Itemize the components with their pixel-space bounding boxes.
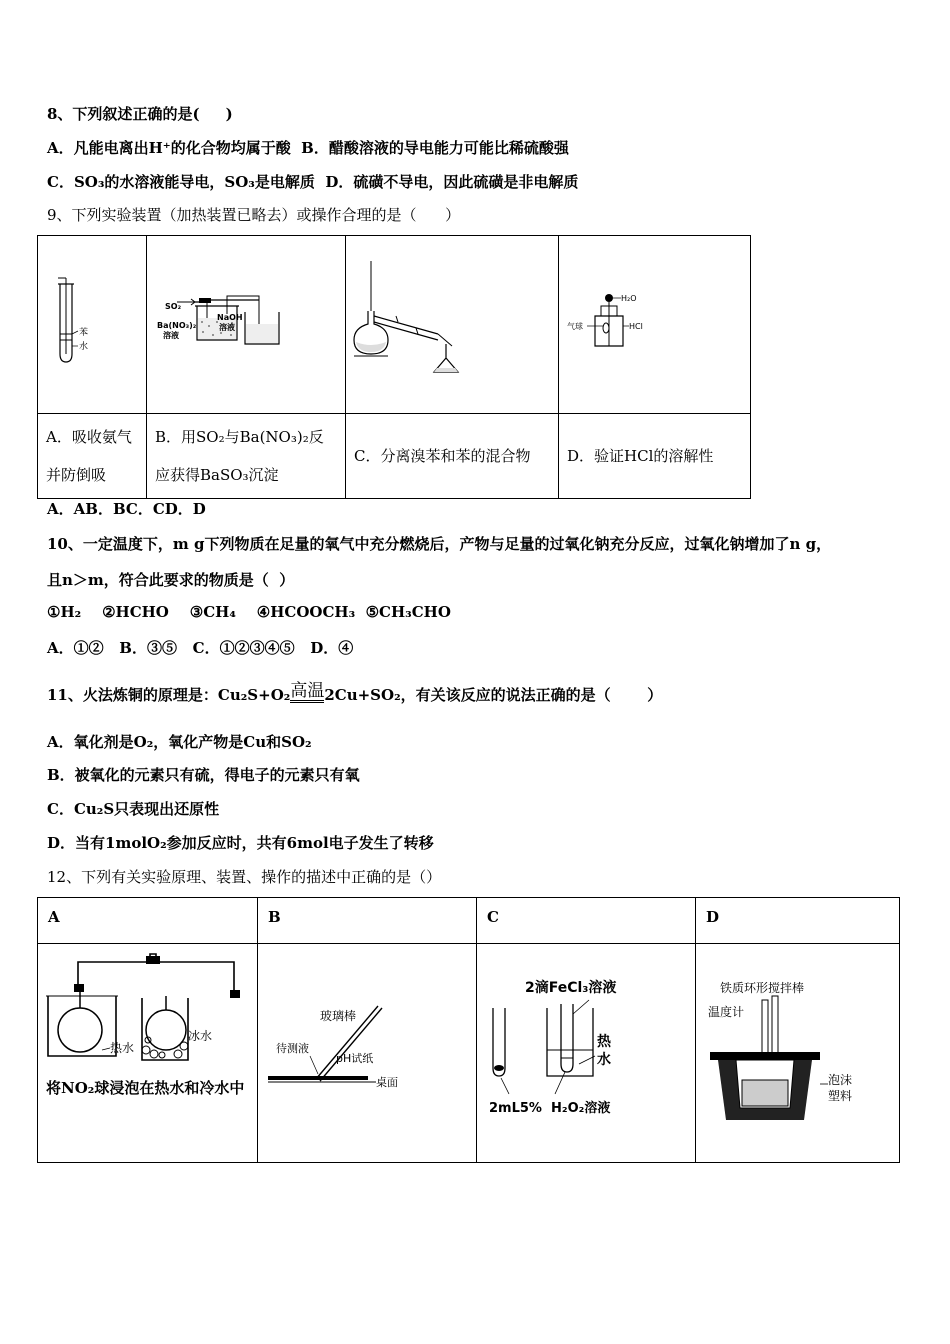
h2o-label: H₂O <box>621 294 637 303</box>
distillation-figure <box>346 236 558 409</box>
q12-stem: 12、下列有关实验原理、装置、操作的描述中正确的是（） <box>47 868 442 886</box>
hot-label-2: 水 <box>597 1052 611 1068</box>
fecl3-label: 2滴FeCl₃溶液 <box>525 980 617 996</box>
q9-figure-b <box>147 236 346 414</box>
q12-header-a: A <box>38 898 258 944</box>
q9-figure-d <box>559 236 751 414</box>
q9-caption-c: C．分离溴苯和苯的混合物 <box>346 414 559 499</box>
desk-label: 桌面 <box>376 1076 398 1089</box>
hcl-label: HCl <box>629 322 643 331</box>
foam-label-1: 泡沫 <box>828 1073 853 1087</box>
q8-stem: 8、下列叙述正确的是( ) <box>47 105 233 123</box>
test-liquid-label: 待测液 <box>276 1042 309 1055</box>
q10-options: A．①② B．③⑤ C．①②③④⑤ D．④ <box>47 639 354 657</box>
q8-options-ab: A．凡能电离出H⁺的化合物均属于酸 B．醋酸溶液的导电能力可能比稀硫酸强 <box>47 139 569 157</box>
hot-water-label: 热水 <box>110 1041 135 1055</box>
foam-label-2: 塑料 <box>828 1089 853 1103</box>
q11-option-c: C．Cu₂S只表现出还原性 <box>47 800 220 818</box>
q10-stem-line2: 且n＞m，符合此要求的物质是（ ） <box>47 571 295 589</box>
q12-cell-b <box>258 944 477 1163</box>
q12-header-d: D <box>696 898 900 944</box>
thermometer-label: 温度计 <box>708 1005 745 1019</box>
q10-stem-line1: 10、一定温度下，m g下列物质在足量的氧气中充分燃烧后，产物与足量的过氧化钠充分反应，过氧化钠增加了n g， <box>47 535 832 553</box>
gas-washing-figure <box>147 236 345 409</box>
q11-stem <box>47 681 663 707</box>
h2o2-label: 2mL5% H₂O₂溶液 <box>489 1101 611 1116</box>
glass-rod-label: 玻璃棒 <box>320 1009 357 1023</box>
h2o2-decomposition-figure <box>477 944 695 1162</box>
benzene-label: 苯 <box>79 328 89 338</box>
test-tube-figure <box>38 236 146 409</box>
ph-paper-label: pH试纸 <box>336 1052 374 1065</box>
q11-option-b: B．被氧化的元素只有硫，得电子的元素只有氧 <box>47 766 360 784</box>
naoh-label: NaOH <box>217 313 243 322</box>
water-label: 水 <box>79 342 89 352</box>
q12-caption-a: 将NO₂球浸泡在热水和冷水中 <box>46 1079 245 1097</box>
q9-answer-options: A．AB．BC．CD．D <box>47 500 206 518</box>
q11-condition: 高温 <box>290 681 325 701</box>
q12-header-b: B <box>258 898 477 944</box>
q8-options-cd: C．SO₃的水溶液能导电，SO₃是电解质 D．硫磺不导电，因此硫磺是非电解质 <box>47 173 579 191</box>
q11-stem-post: 2Cu+SO₂，有关该反应的说法正确的是（ ） <box>324 686 663 704</box>
ba-solution-label: 溶液 <box>163 331 179 340</box>
q9-figure-a <box>38 236 147 414</box>
q12-cell-c <box>477 944 696 1163</box>
calorimeter-figure <box>696 944 899 1162</box>
so2-label: SO₂ <box>165 302 182 311</box>
q9-stem: 9、下列实验装置（加热装置已略去）或操作合理的是（ ） <box>47 206 461 224</box>
q10-items: ①H₂ ②HCHO ③CH₄ ④HCOOCH₃ ⑤CH₃CHO <box>47 603 451 621</box>
q12-header-c: C <box>477 898 696 944</box>
q9-table <box>37 235 751 499</box>
q12-cell-a <box>38 944 258 1163</box>
hcl-solubility-figure <box>559 236 750 409</box>
ice-water-label: 冰水 <box>188 1029 213 1043</box>
q12-table <box>37 897 900 1163</box>
q11-option-d: D．当有1molO₂参加反应时，共有6mol电子发生了转移 <box>47 834 434 852</box>
naoh-solution-label: 溶液 <box>219 323 235 332</box>
hot-label-1: 热 <box>597 1034 611 1050</box>
ph-test-figure <box>258 944 476 1162</box>
q11-option-a: A．氧化剂是O₂，氧化产物是Cu和SO₂ <box>47 733 312 751</box>
q9-caption-b: B．用SO₂与Ba(NO₃)₂反应获得BaSO₃沉淀 <box>147 414 346 499</box>
stirrer-label: 铁质环形搅拌棒 <box>720 981 805 995</box>
ba-no3-label: Ba(NO₃)₂ <box>157 321 197 330</box>
q9-caption-a: A．吸收氨气并防倒吸 <box>38 414 147 499</box>
no2-ball-figure <box>38 944 257 1069</box>
q12-cell-d <box>696 944 900 1163</box>
q11-stem-pre: 11、火法炼铜的原理是：Cu₂S+O₂ <box>47 686 291 704</box>
balloon-label: 气球 <box>567 322 583 331</box>
q9-figure-c <box>346 236 559 414</box>
q9-caption-d: D．验证HCl的溶解性 <box>559 414 751 499</box>
